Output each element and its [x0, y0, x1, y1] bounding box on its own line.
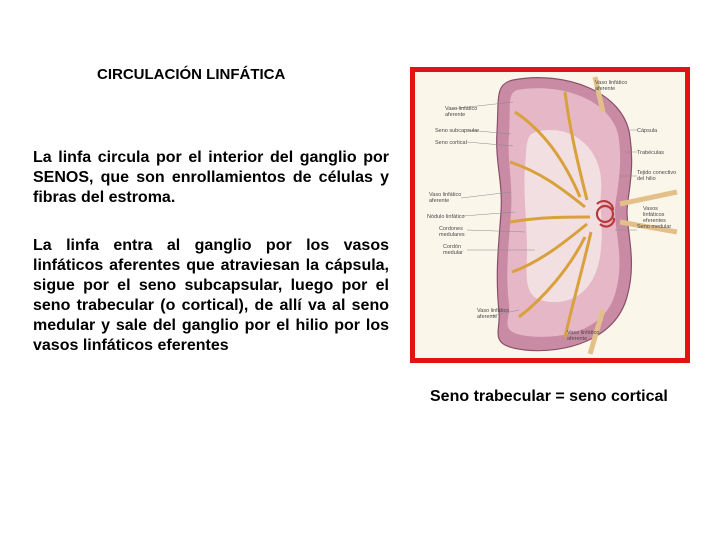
slide-title: CIRCULACIÓN LINFÁTICA — [97, 66, 286, 83]
paragraph-senos: La linfa circula por el interior del ganglio por SENOS, que son enrollamientos de células y fibras del estroma. — [33, 149, 389, 206]
svg-text:Vaso linfáticoaferente: Vaso linfático aferente — [429, 192, 462, 204]
svg-text:Seno medular: Seno medular — [637, 224, 672, 230]
svg-text:Cordonesmedulares: Cordones medulares — [439, 226, 465, 238]
figure-caption: Seno trabecular = seno cortical — [430, 388, 668, 405]
svg-text:Vaso linfáticoaferente: Vaso linfático aferente — [567, 330, 600, 342]
svg-text:Vasoslinfáticoseferentes: Vasos linfáticos eferentes — [643, 206, 666, 224]
svg-text:Vaso linfáticoaferente: Vaso linfático aferente — [445, 106, 478, 118]
svg-text:Trabéculas: Trabéculas — [637, 150, 665, 156]
svg-text:Vaso linfáticoaferente: Vaso linfático aferente — [477, 308, 510, 320]
svg-text:Seno cortical: Seno cortical — [435, 140, 467, 146]
svg-text:Cordónmedular: Cordón medular — [443, 244, 463, 256]
lymph-node-diagram — [415, 72, 685, 358]
svg-text:Seno subcapsular: Seno subcapsular — [435, 128, 480, 134]
paragraph-recorrido: La linfa entra al ganglio por los vasos linfáticos aferentes que atraviesan la cápsula, sigue por el seno subcapsular, luego por el seno trabecular (o cortical), de allí va al seno medular y sale del ganglio por el hilio por los vasos linfáticos eferentes — [33, 237, 389, 354]
svg-text:Cápsula: Cápsula — [637, 128, 658, 134]
svg-text:Tejido conectivodel hilio: Tejido conectivo del hilio — [637, 170, 677, 182]
svg-text:Nódulo linfático: Nódulo linfático — [427, 214, 465, 220]
svg-text:Vaso linfáticoaferente: Vaso linfático aferente — [595, 80, 628, 92]
lymph-node-figure — [410, 67, 690, 363]
